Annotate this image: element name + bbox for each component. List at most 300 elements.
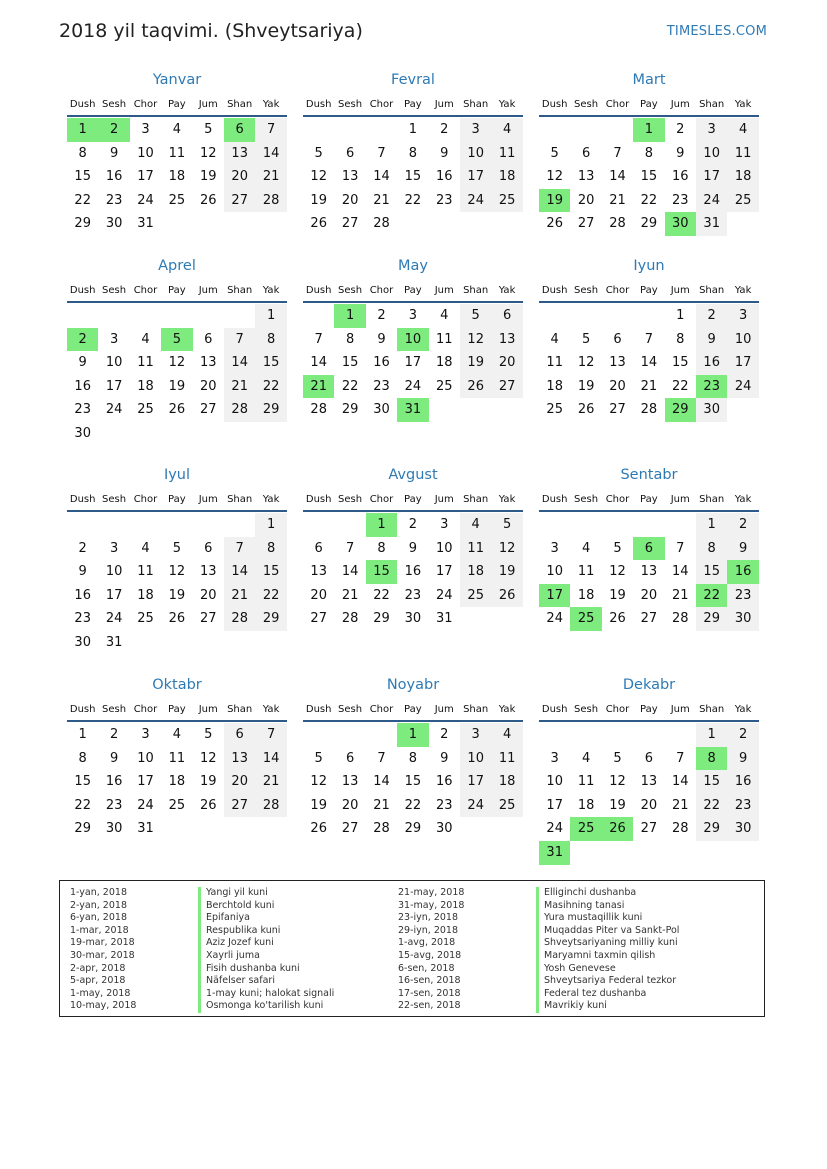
- day-cell: 7: [676, 750, 685, 766]
- legend-holiday-name: Yangi yil kuni: [198, 887, 334, 900]
- weekday-header: [303, 704, 523, 718]
- day-cell: 16: [436, 169, 453, 185]
- day-cell: 20: [341, 797, 359, 813]
- day-cell: 28: [341, 611, 359, 627]
- day-cell: 29: [373, 611, 390, 627]
- month-title: Mart: [632, 72, 666, 88]
- legend-holiday-name: Aziz Jozef kuni: [198, 937, 334, 950]
- day-cell: 30: [727, 607, 758, 631]
- weekday-label: Yak: [498, 99, 516, 110]
- day-cell: 3: [696, 118, 727, 142]
- day-cell: 4: [581, 540, 591, 556]
- day-cell: 13: [491, 328, 522, 352]
- day-cell: 16: [696, 351, 727, 375]
- day-cell: 19: [200, 774, 217, 790]
- holiday-day-cell: 1: [633, 118, 664, 142]
- month-title: Avgust: [388, 467, 438, 483]
- day-cell: 30: [105, 821, 123, 837]
- day-cell: 12: [200, 145, 217, 161]
- day-cell: 29: [341, 402, 359, 418]
- holiday-day-cell: 1: [366, 513, 397, 537]
- day-cell: 1: [255, 304, 286, 328]
- day-cell: 7: [644, 331, 654, 347]
- day-cell: 10: [460, 747, 491, 771]
- weekday-label: Jum: [434, 494, 454, 505]
- brand-link[interactable]: TIMESLES.COM: [666, 24, 767, 39]
- day-cell: 25: [491, 794, 522, 818]
- day-cell: 28: [310, 402, 327, 418]
- day-cell: 18: [491, 770, 522, 794]
- weekday-label: Jum: [198, 704, 218, 715]
- day-cell: 25: [436, 378, 453, 394]
- day-cell: 23: [105, 797, 123, 813]
- header-rule: [539, 510, 759, 512]
- weekday-label: Shan: [699, 494, 725, 505]
- day-cell: 29: [74, 821, 91, 837]
- day-cell: 8: [408, 750, 418, 766]
- day-cell: 9: [696, 328, 727, 352]
- legend-holiday-date: 30-mar, 2018: [70, 949, 135, 961]
- weekday-label: Shan: [463, 99, 489, 110]
- day-cell: 8: [377, 540, 386, 556]
- day-cell: 17: [105, 587, 123, 603]
- weekday-label: Yak: [734, 99, 752, 110]
- day-cell: 12: [168, 355, 186, 371]
- weekday-label: Sesh: [338, 285, 363, 296]
- day-cell: 20: [224, 165, 255, 189]
- day-cell: 3: [440, 517, 449, 532]
- day-cell: 29: [696, 607, 727, 631]
- day-cell: 15: [696, 770, 727, 794]
- day-cell: 8: [255, 537, 286, 561]
- legend-holiday-date: 1-avg, 2018: [398, 937, 456, 949]
- day-cell: 16: [373, 355, 390, 371]
- day-cell: 26: [460, 375, 491, 399]
- day-cell: 12: [460, 328, 491, 352]
- weekday-label: Pay: [404, 285, 422, 296]
- holiday-day-cell: 2: [67, 328, 98, 352]
- day-cell: 5: [613, 540, 622, 556]
- weekday-label: Jum: [434, 99, 454, 110]
- day-cell: 21: [373, 192, 390, 208]
- day-cell: 22: [373, 587, 390, 603]
- header-rule: [303, 301, 523, 303]
- header-rule: [67, 720, 287, 722]
- day-cell: 30: [74, 635, 91, 650]
- weekday-label: Yak: [498, 494, 516, 505]
- month-title: Fevral: [391, 72, 435, 88]
- day-cell: 3: [727, 304, 758, 328]
- day-cell: 10: [546, 564, 563, 580]
- day-cell: 27: [341, 821, 359, 837]
- day-cell: 2: [408, 517, 418, 532]
- day-cell: 10: [436, 540, 453, 556]
- day-cell: 11: [168, 750, 186, 766]
- legend-holiday-date: 6-sen, 2018: [398, 962, 455, 974]
- legend-holiday-date: 29-iyn, 2018: [398, 924, 459, 936]
- day-cell: 23: [404, 587, 422, 603]
- weekday-label: Jum: [434, 285, 454, 296]
- day-cell: 24: [696, 189, 727, 213]
- day-cell: 18: [137, 587, 154, 603]
- legend-holiday-date: 1-may, 2018: [70, 987, 131, 999]
- day-cell: 26: [310, 821, 327, 837]
- day-cell: 1: [676, 308, 685, 323]
- day-cell: 25: [137, 611, 154, 627]
- day-cell: 15: [404, 774, 422, 790]
- holiday-day-cell: 25: [570, 607, 601, 631]
- legend-holiday-date: 1-yan, 2018: [70, 887, 127, 898]
- weekday-header: [539, 285, 759, 299]
- holiday-day-cell: 16: [727, 560, 758, 584]
- weekday-label: Yak: [734, 704, 752, 715]
- day-cell: 16: [105, 169, 123, 185]
- day-cell: 25: [546, 402, 563, 418]
- day-cell: 6: [204, 540, 213, 556]
- weekday-label: Yak: [734, 494, 752, 505]
- day-cell: 24: [137, 797, 154, 813]
- day-cell: 2: [727, 723, 758, 747]
- day-cell: 5: [314, 750, 323, 766]
- day-cell: 18: [168, 169, 186, 185]
- day-cell: 19: [168, 587, 186, 603]
- day-cell: 16: [727, 770, 758, 794]
- day-cell: 22: [74, 797, 91, 813]
- weekday-header: [303, 285, 523, 299]
- legend-holiday-name: Berchtold kuni: [198, 900, 334, 913]
- header-rule: [539, 301, 759, 303]
- day-cell: 9: [727, 537, 758, 561]
- legend-holiday-date: 16-sen, 2018: [398, 975, 461, 987]
- holiday-day-cell: 22: [696, 584, 727, 608]
- holiday-day-cell: 1: [67, 118, 98, 142]
- day-cell: 27: [609, 402, 626, 418]
- day-cell: 24: [105, 402, 123, 418]
- weekday-label: Chor: [605, 704, 630, 715]
- day-cell: 14: [255, 142, 286, 166]
- day-cell: 1: [408, 122, 418, 137]
- day-cell: 13: [341, 169, 359, 185]
- day-cell: 3: [550, 540, 559, 556]
- day-cell: 14: [640, 355, 658, 371]
- day-cell: 6: [644, 750, 654, 766]
- day-cell: 5: [204, 122, 213, 137]
- day-cell: 20: [200, 587, 217, 603]
- day-cell: 11: [577, 564, 595, 580]
- day-cell: 8: [78, 145, 87, 161]
- holiday-day-cell: 10: [397, 328, 428, 352]
- weekday-label: Jum: [198, 99, 218, 110]
- holiday-day-cell: 8: [696, 747, 727, 771]
- day-cell: 24: [436, 587, 453, 603]
- weekday-label: Sesh: [338, 99, 363, 110]
- legend-holiday-name: Shveytsariya Federal tezkor: [536, 975, 679, 988]
- day-cell: 12: [577, 355, 595, 371]
- day-cell: 18: [137, 378, 154, 394]
- day-cell: 17: [696, 165, 727, 189]
- day-cell: 17: [546, 797, 563, 813]
- day-cell: 4: [491, 118, 522, 142]
- day-cell: 12: [609, 774, 626, 790]
- day-cell: 11: [168, 145, 186, 161]
- weekday-label: Yak: [262, 99, 280, 110]
- holiday-day-cell: 5: [161, 328, 192, 352]
- day-cell: 7: [345, 540, 355, 556]
- day-cell: 23: [105, 192, 123, 208]
- day-cell: 17: [137, 169, 154, 185]
- day-cell: 15: [341, 355, 359, 371]
- weekday-label: Sesh: [102, 704, 127, 715]
- day-cell: 28: [609, 216, 626, 232]
- day-cell: 8: [345, 331, 355, 347]
- day-cell: 1: [696, 513, 727, 537]
- day-cell: 21: [672, 797, 689, 813]
- day-cell: 23: [436, 797, 453, 813]
- holiday-day-cell: 25: [570, 817, 601, 841]
- day-cell: 11: [546, 355, 563, 371]
- weekday-label: Shan: [463, 494, 489, 505]
- day-cell: 20: [310, 587, 327, 603]
- day-cell: 30: [436, 821, 453, 837]
- day-cell: 28: [224, 398, 255, 422]
- day-cell: 15: [640, 169, 658, 185]
- legend-holiday-name: Osmonga ko'tarilish kuni: [198, 1000, 334, 1013]
- day-cell: 14: [310, 355, 327, 371]
- holiday-day-cell: 23: [696, 375, 727, 399]
- weekday-header: [303, 99, 523, 113]
- header-rule: [67, 115, 287, 117]
- day-cell: 3: [460, 118, 491, 142]
- day-cell: 30: [105, 216, 123, 232]
- day-cell: 12: [546, 169, 563, 185]
- day-cell: 25: [727, 189, 758, 213]
- day-cell: 9: [109, 145, 119, 161]
- weekday-label: Shan: [699, 285, 725, 296]
- page-title: 2018 yil taqvimi. (Shveytsariya): [59, 20, 363, 42]
- day-cell: 16: [672, 169, 689, 185]
- day-cell: 4: [550, 331, 559, 347]
- day-cell: 18: [577, 587, 595, 603]
- holiday-legend: [59, 880, 765, 1017]
- weekday-label: Chor: [369, 704, 394, 715]
- day-cell: 4: [141, 540, 150, 556]
- weekday-label: Yak: [734, 285, 752, 296]
- day-cell: 27: [341, 216, 359, 232]
- weekday-label: Pay: [404, 99, 422, 110]
- weekday-label: Shan: [699, 704, 725, 715]
- weekday-label: Sesh: [102, 285, 127, 296]
- day-cell: 7: [314, 331, 323, 347]
- day-cell: 21: [224, 584, 255, 608]
- day-cell: 19: [310, 192, 327, 208]
- day-cell: 21: [224, 375, 255, 399]
- legend-holiday-date: 21-may, 2018: [398, 887, 465, 898]
- day-cell: 13: [640, 564, 658, 580]
- day-cell: 9: [440, 750, 449, 766]
- legend-holiday-name: Federal tez dushanba: [536, 988, 679, 1001]
- weekday-label: Dush: [69, 285, 96, 296]
- day-cell: 27: [200, 611, 217, 627]
- day-cell: 23: [727, 584, 758, 608]
- day-cell: 10: [137, 145, 154, 161]
- month-title: Iyul: [163, 467, 191, 483]
- month-title: Sentabr: [620, 467, 678, 483]
- day-cell: 9: [78, 355, 87, 371]
- day-cell: 31: [137, 216, 154, 232]
- weekday-label: Shan: [227, 494, 253, 505]
- day-cell: 14: [609, 169, 626, 185]
- weekday-label: Yak: [498, 285, 516, 296]
- weekday-label: Pay: [168, 494, 186, 505]
- day-cell: 25: [491, 189, 522, 213]
- day-cell: 10: [696, 142, 727, 166]
- weekday-header: [539, 99, 759, 113]
- holiday-day-cell: 6: [224, 118, 255, 142]
- legend-holiday-date: 31-may, 2018: [398, 899, 465, 911]
- weekday-label: Jum: [670, 99, 690, 110]
- weekday-label: Dush: [541, 285, 568, 296]
- day-cell: 26: [200, 797, 217, 813]
- day-cell: 14: [224, 351, 255, 375]
- day-cell: 14: [224, 560, 255, 584]
- day-cell: 24: [727, 375, 758, 399]
- weekday-label: Jum: [670, 704, 690, 715]
- day-cell: 18: [577, 797, 595, 813]
- month-title: Yanvar: [152, 72, 202, 88]
- holiday-day-cell: 19: [539, 189, 570, 213]
- day-cell: 28: [255, 794, 286, 818]
- day-cell: 15: [74, 169, 91, 185]
- day-cell: 13: [609, 355, 626, 371]
- legend-holiday-date: 2-yan, 2018: [70, 899, 127, 911]
- day-cell: 4: [172, 727, 182, 742]
- day-cell: 3: [408, 308, 418, 323]
- day-cell: 31: [105, 635, 123, 650]
- day-cell: 29: [404, 821, 422, 837]
- day-cell: 9: [727, 747, 758, 771]
- weekday-label: Sesh: [102, 99, 127, 110]
- day-cell: 17: [137, 774, 154, 790]
- day-cell: 6: [314, 540, 323, 556]
- day-cell: 23: [672, 192, 689, 208]
- day-cell: 13: [341, 774, 359, 790]
- day-cell: 5: [613, 750, 622, 766]
- day-cell: 12: [200, 750, 217, 766]
- day-cell: 4: [172, 122, 182, 137]
- day-cell: 28: [224, 607, 255, 631]
- day-cell: 7: [613, 145, 622, 161]
- legend-holiday-date: 1-mar, 2018: [70, 924, 129, 936]
- weekday-label: Dush: [541, 704, 568, 715]
- weekday-label: Sesh: [102, 494, 127, 505]
- day-cell: 30: [727, 817, 758, 841]
- legend-holiday-date: 23-iyn, 2018: [398, 912, 459, 924]
- day-cell: 19: [577, 378, 595, 394]
- day-cell: 26: [310, 216, 327, 232]
- day-cell: 11: [727, 142, 758, 166]
- day-cell: 17: [105, 378, 123, 394]
- day-cell: 5: [314, 145, 323, 161]
- weekday-label: Dush: [541, 99, 568, 110]
- day-cell: 3: [550, 750, 559, 766]
- holiday-day-cell: 29: [665, 398, 696, 422]
- day-cell: 17: [404, 355, 422, 371]
- day-cell: 15: [404, 169, 422, 185]
- weekday-label: Chor: [369, 285, 394, 296]
- day-cell: 5: [172, 540, 182, 556]
- legend-holiday-name: Yura mustaqillik kuni: [536, 912, 679, 925]
- day-cell: 17: [436, 564, 453, 580]
- day-cell: 13: [200, 564, 217, 580]
- day-cell: 12: [609, 564, 626, 580]
- day-cell: 21: [373, 797, 390, 813]
- month-title: Oktabr: [152, 677, 202, 693]
- day-cell: 6: [345, 750, 355, 766]
- weekday-label: Dush: [305, 99, 332, 110]
- day-cell: 22: [255, 375, 286, 399]
- weekday-label: Chor: [133, 704, 158, 715]
- day-cell: 5: [491, 513, 522, 537]
- day-cell: 14: [373, 774, 390, 790]
- day-cell: 26: [609, 611, 626, 627]
- holiday-day-cell: 17: [539, 584, 570, 608]
- day-cell: 18: [168, 774, 186, 790]
- day-cell: 31: [137, 821, 154, 837]
- weekday-label: Pay: [404, 494, 422, 505]
- legend-holiday-name: Näfelser safari: [198, 975, 334, 988]
- weekday-label: Yak: [498, 704, 516, 715]
- legend-holiday-name: 1-may kuni; halokat signali: [198, 988, 334, 1001]
- header-rule: [67, 301, 287, 303]
- day-cell: 3: [141, 122, 150, 137]
- day-cell: 7: [255, 723, 286, 747]
- holiday-day-cell: 15: [366, 560, 397, 584]
- day-cell: 24: [105, 611, 123, 627]
- day-cell: 29: [255, 607, 286, 631]
- weekday-label: Sesh: [574, 494, 599, 505]
- day-cell: 24: [137, 192, 154, 208]
- day-cell: 5: [550, 145, 559, 161]
- weekday-label: Dush: [69, 494, 96, 505]
- header-rule: [303, 720, 523, 722]
- day-cell: 16: [436, 774, 453, 790]
- day-cell: 26: [168, 402, 186, 418]
- weekday-label: Pay: [168, 99, 186, 110]
- weekday-label: Pay: [640, 99, 658, 110]
- day-cell: 30: [74, 426, 91, 441]
- weekday-label: Jum: [670, 494, 690, 505]
- weekday-label: Dush: [69, 99, 96, 110]
- day-cell: 3: [141, 727, 150, 742]
- day-cell: 13: [224, 747, 255, 771]
- month-title: Dekabr: [622, 677, 676, 693]
- day-cell: 10: [727, 328, 758, 352]
- holiday-day-cell: 30: [665, 212, 696, 236]
- weekday-label: Chor: [133, 285, 158, 296]
- day-cell: 21: [341, 587, 359, 603]
- day-cell: 28: [255, 189, 286, 213]
- day-cell: 12: [168, 564, 186, 580]
- holiday-day-cell: 6: [633, 537, 664, 561]
- day-cell: 4: [727, 118, 758, 142]
- day-cell: 17: [460, 165, 491, 189]
- weekday-label: Pay: [168, 704, 186, 715]
- weekday-label: Chor: [133, 494, 158, 505]
- day-cell: 28: [373, 216, 390, 232]
- weekday-label: Sesh: [338, 494, 363, 505]
- header-rule: [539, 115, 759, 117]
- legend-holiday-date: 5-apr, 2018: [70, 975, 126, 987]
